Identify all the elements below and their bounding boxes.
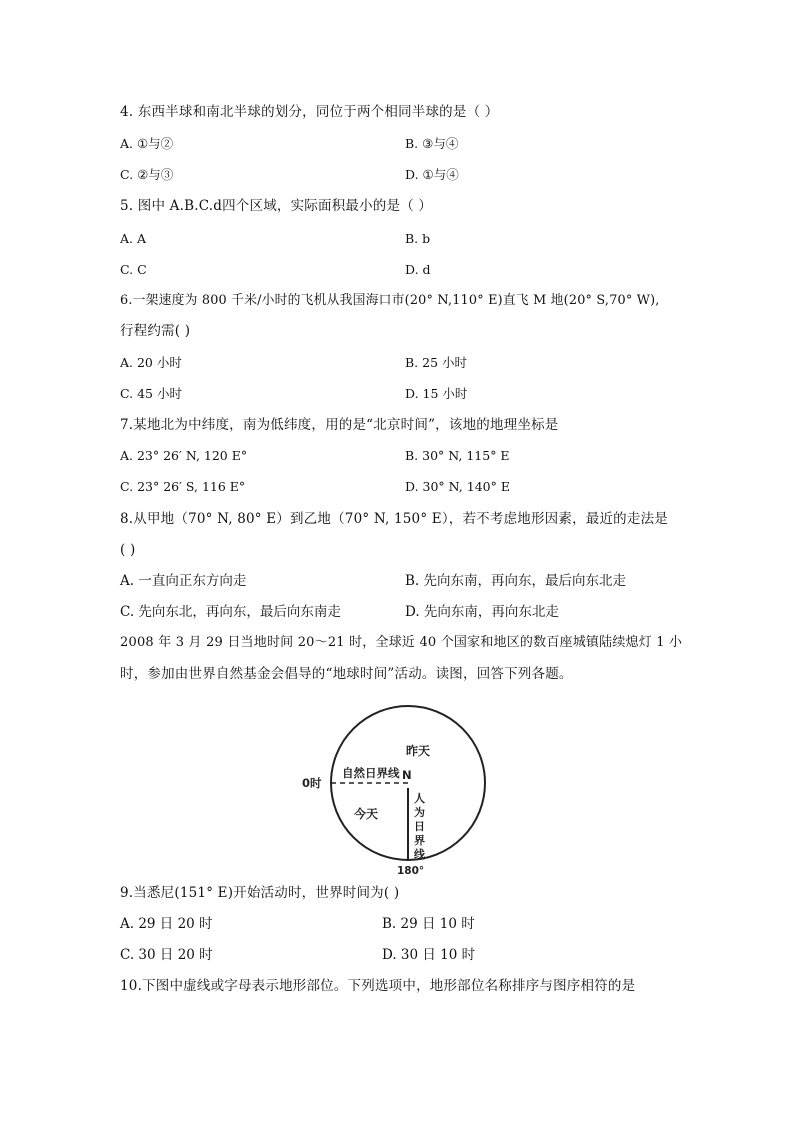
- label-artificial-line-char-2: 为: [414, 806, 425, 819]
- question-8-option-c: C. 先向东北，再向东，最后向东南走: [120, 604, 341, 620]
- label-artificial-line-char-4: 界: [414, 834, 425, 847]
- question-6-option-d: D. 15 小时: [405, 386, 468, 401]
- question-5-option-d: D. d: [405, 262, 431, 277]
- question-6-option-c: C. 45 小时: [120, 386, 182, 401]
- date-line-diagram: [290, 700, 520, 880]
- label-artificial-line-char-3: 日: [414, 820, 425, 833]
- question-7-option-a: A. 23° 26′ N, 120 E°: [120, 448, 248, 463]
- question-9-option-d: D. 30 日 10 时: [382, 947, 476, 963]
- question-9-option-b: B. 29 日 10 时: [382, 916, 475, 932]
- question-10-stem: 10.下图中虚线或字母表示地形部位。下列选项中，地形部位名称排序与图序相符的是: [120, 978, 636, 994]
- question-4-option-d: D. ①与④: [405, 167, 459, 182]
- question-9-stem: 9.当悉尼(151° E)开始活动时，世界时间为( ): [120, 885, 400, 901]
- question-7-stem: 7.某地北为中纬度，南为低纬度，用的是“北京时间”，该地的地理坐标是: [120, 417, 559, 433]
- question-5-stem: 5. 图中 A.B.C.d四个区域，实际面积最小的是（ ）: [120, 198, 433, 214]
- question-6-option-a: A. 20 小时: [120, 355, 182, 370]
- question-4-option-a: A. ①与②: [120, 136, 174, 151]
- label-north-pole: N: [402, 768, 412, 782]
- question-7-option-d: D. 30° N, 140° E: [405, 479, 510, 494]
- label-artificial-line-char-5: 线: [414, 848, 425, 861]
- question-5-option-a: A. A: [120, 231, 147, 246]
- question-9-option-a: A. 29 日 20 时: [120, 916, 213, 932]
- question-6-stem-line2: 行程约需( ): [120, 323, 191, 339]
- question-4-option-b: B. ③与④: [405, 136, 459, 151]
- question-6-option-b: B. 25 小时: [405, 355, 468, 370]
- label-today: 今天: [354, 807, 379, 821]
- question-5-option-b: B. b: [405, 231, 431, 246]
- question-8-option-b: B. 先向东南，再向东，最后向东北走: [405, 573, 627, 589]
- question-5-option-c: C. C: [120, 262, 147, 277]
- label-natural-date-line: 自然日界线: [342, 766, 400, 780]
- label-180: 180°: [397, 865, 425, 877]
- question-7-option-b: B. 30° N, 115° E: [405, 448, 510, 463]
- question-8-option-d: D. 先向东南，再向东北走: [405, 604, 559, 620]
- label-yesterday: 昨天: [406, 744, 431, 758]
- question-8-stem-line2: ( ): [120, 542, 136, 558]
- question-4-stem: 4. 东西半球和南北半球的划分，同位于两个相同半球的是（ ）: [120, 104, 499, 120]
- question-7-option-c: C. 23° 26′ S, 116 E°: [120, 479, 246, 494]
- question-6-stem-line1: 6.一架速度为 800 千米/小时的飞机从我国海口市(20° N,110° E)直飞 M 地(20° S,70° W),: [120, 293, 660, 308]
- date-line-diagram-svg: [290, 700, 520, 880]
- passage-line2: 时，参加由世界自然基金会倡导的“地球时间”活动。读图，回答下列各题。: [120, 666, 573, 682]
- question-9-option-c: C. 30 日 20 时: [120, 947, 213, 963]
- label-0h: 0时: [302, 776, 322, 790]
- question-8-stem-line1: 8.从甲地（70° N, 80° E）到乙地（70° N, 150° E），若不考虑地形因素，最近的走法是: [120, 511, 668, 527]
- passage-line1: 2008 年 3 月 29 日当地时间 20～21 时，全球近 40 个国家和地区的数百座城镇陆续熄灯 1 小: [120, 635, 683, 650]
- question-8-option-a: A. 一直向正东方向走: [120, 573, 247, 589]
- question-4-option-c: C. ②与③: [120, 167, 174, 182]
- label-artificial-line-char-1: 人: [414, 792, 425, 805]
